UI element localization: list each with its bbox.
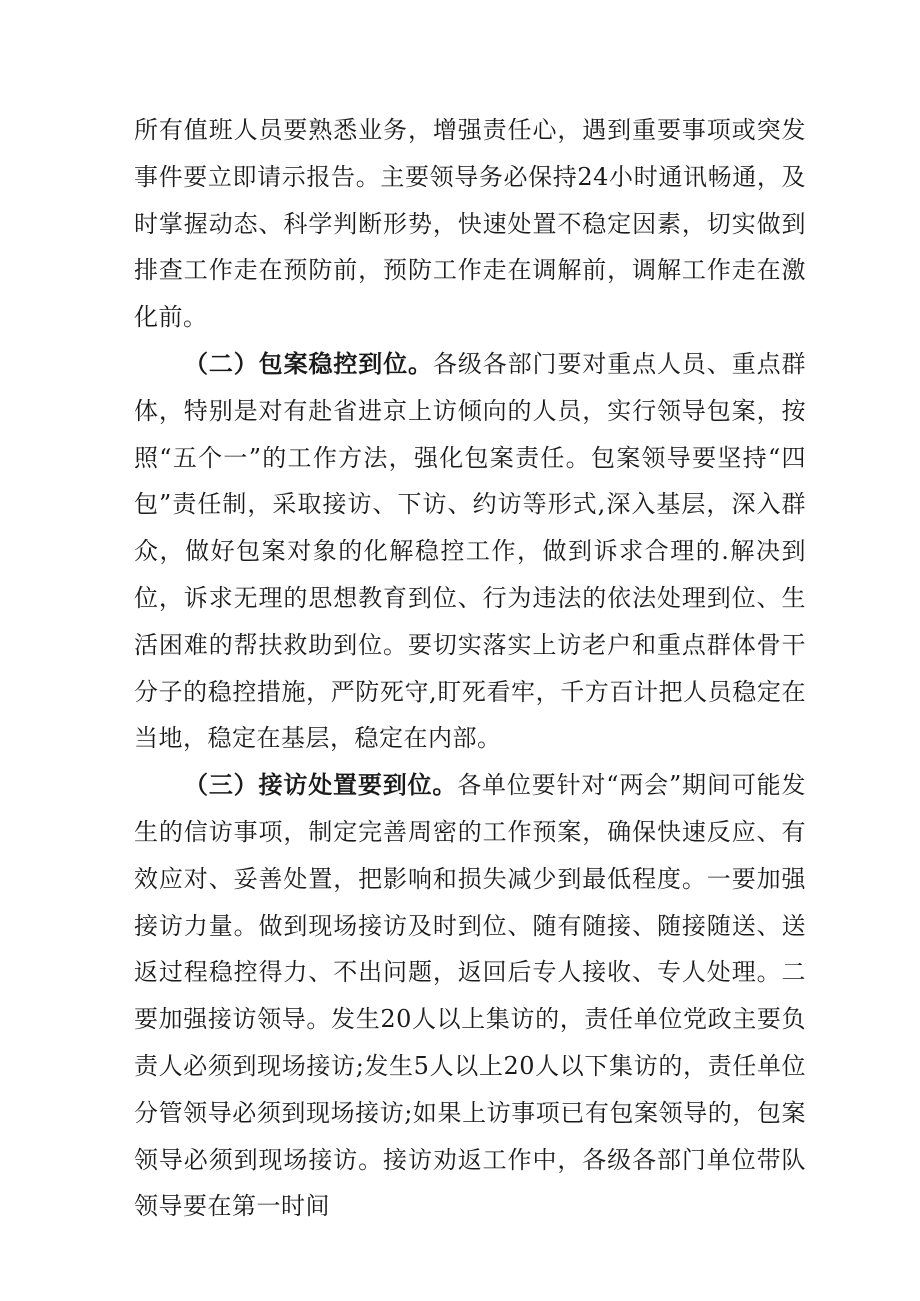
- paragraph-text: 各单位要针对“两会”期间可能发生的信访事项，制定完善周密的工作预案，确保快速反应、有效应对、妥善处置，把影响和损失减少到最低程度。一要加强接访力量。做到现场接访及时到位、随有随接、随接随送、送返过程稳控得力、不出问题，返回后专人接收、专人处理。二要加强接访领导。发生20人以上集访的，责任单位党政主要负责人必须到现场接访;发生5人以上20人以下集访的，责任单位分管领导必须到现场接访;如果上访事项已有包案领导的，包案领导必须到现场接访。接访劝返工作中，各级各部门单位带队领导要在第一时间: [134, 771, 806, 1221]
- document-body: [134, 107, 806, 1230]
- paragraph-text: 所有值班人员要熟悉业务，增强责任心，遇到重要事项或突发事件要立即请示报告。主要领导务必保持24小时通讯畅通，及时掌握动态、科学判断形势，快速处置不稳定因素，切实做到排查工作走在预防前，预防工作走在调解前，调解工作走在激化前。: [134, 116, 806, 332]
- paragraph-continued: [134, 107, 806, 341]
- paragraph-text: 各级各部门要对重点人员、重点群体，特别是对有赴省进京上访倾向的人员，实行领导包案，按照“五个一”的工作方法，强化包案责任。包案领导要坚持“四包”责任制，采取接访、下访、约访等形式,深入基层，深入群众，做好包案对象的化解稳控工作，做到诉求合理的.解决到位，诉求无理的思想教育到位、行为违法的依法处理到位、生活困难的帮扶救助到位。要切实落实上访老户和重点群体骨干分子的稳控措施，严防死守,盯死看牢，千方百计把人员稳定在当地，稳定在基层，稳定在内部。: [134, 349, 807, 753]
- paragraph-case-control: [134, 341, 806, 762]
- section-heading-case-control: （二）包案稳控到位。: [184, 348, 433, 378]
- paragraph-reception-handling: [134, 762, 806, 1230]
- section-heading-reception-handling: （三）接访处置要到位。: [184, 770, 458, 800]
